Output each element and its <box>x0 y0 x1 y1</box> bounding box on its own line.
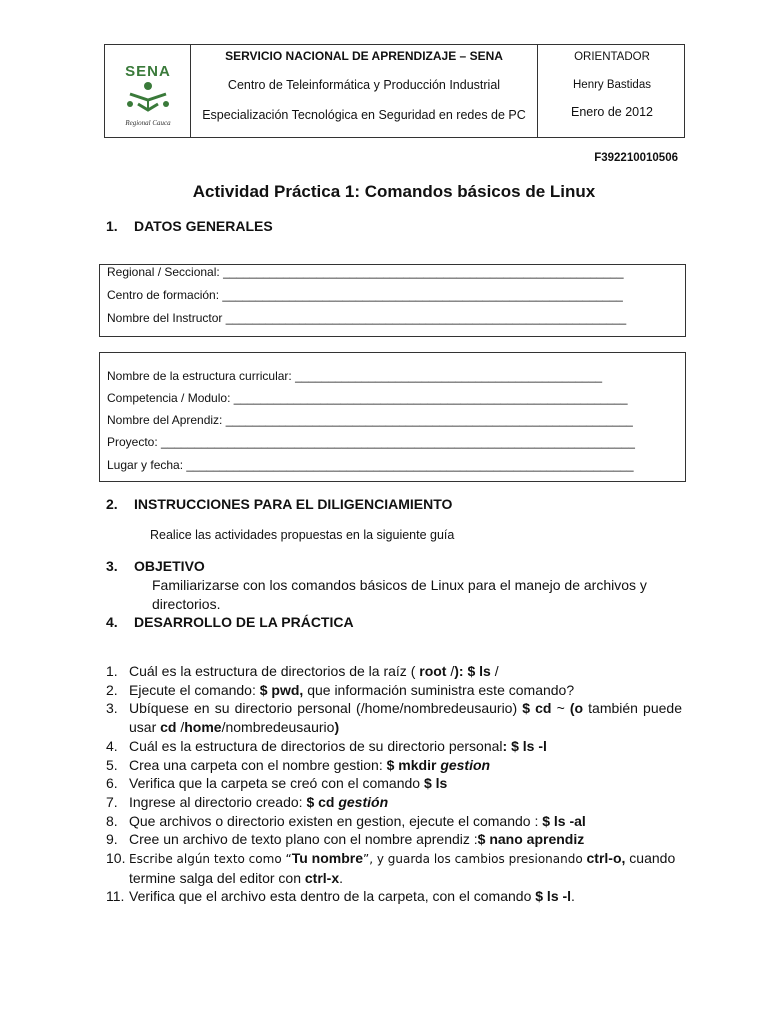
section-number: 3. <box>106 558 118 574</box>
logo-cell <box>105 45 191 137</box>
instructor-name: Henry Bastidas <box>573 79 651 91</box>
list-item: 10. Escribe algún texto como “Tu nombre”, y guarda los cambios presionando ctrl-o, cuando termine salga del editor con ctrl-x. <box>106 850 676 886</box>
step-number: 3. <box>106 700 118 717</box>
list-item: 11. Verifica que el archivo esta dentro de la carpeta, con el comando $ ls -l. <box>106 888 575 905</box>
objective-text-line-1: Familiarizarse con los comandos básicos de Linux para el manejo de archivos y <box>152 577 647 593</box>
step-number: 8. <box>106 812 118 829</box>
step-number: 10. <box>106 850 126 867</box>
form-line-lugar-fecha[interactable]: Lugar y fecha: ___________________________________________________________________ <box>107 458 634 472</box>
section-title: OBJETIVO <box>134 558 205 574</box>
list-item: 9. Cree un archivo de texto plano con el nombre aprendiz :$ nano aprendiz <box>106 831 585 848</box>
list-item: 7. Ingrese al directorio creado: $ cd gestión <box>106 793 389 810</box>
instructions-text: Realice las actividades propuestas en la siguiente guía <box>150 528 455 542</box>
form-line-competencia[interactable]: Competencia / Modulo: ___________________________________________________________ <box>107 391 628 405</box>
institution-name: SERVICIO NACIONAL DE APRENDIZAJE – SENA <box>225 49 503 63</box>
section-3-heading <box>106 558 205 574</box>
form-line-regional[interactable]: Regional / Seccional: ____________________________________________________________ <box>107 265 624 279</box>
step-number: 6. <box>106 775 118 792</box>
step-number: 4. <box>106 737 118 754</box>
form-line-instructor[interactable]: Nombre del Instructor ____________________________________________________________ <box>107 311 627 325</box>
form-line-proyecto[interactable]: Proyecto: _______________________________________________________________________ <box>107 435 635 449</box>
objective-text-line-2: directorios. <box>152 596 221 612</box>
list-item: 1. Cuál es la estructura de directorios de la raíz ( root /): $ ls / <box>106 663 499 679</box>
center-name: Centro de Teleinformática y Producción Industrial <box>227 78 501 92</box>
section-title: DESARROLLO DE LA PRÁCTICA <box>134 614 354 630</box>
logo-subtext: Regional Cauca <box>125 119 171 127</box>
section-1-heading <box>106 218 273 234</box>
form-line-centro[interactable]: Centro de formación: ____________________________________________________________ <box>107 288 623 302</box>
list-item: 8. Que archivos o directorio existen en gestion, ejecute el comando : $ ls -al <box>106 812 586 829</box>
step-number: 1. <box>106 663 118 679</box>
section-2-heading <box>106 496 452 512</box>
section-title: DATOS GENERALES <box>134 218 273 234</box>
list-item: 3. Ubíquese en su directorio personal (/home/nombredeusaurio) $ cd ~ (o también puede usar cd /home/nombredeusaurio) <box>106 700 682 736</box>
section-4-heading <box>106 614 354 630</box>
sena-logo <box>120 63 176 127</box>
sena-emblem-icon <box>120 80 176 114</box>
step-number: 5. <box>106 756 118 773</box>
step-number: 2. <box>106 681 118 698</box>
logo-text: SENA <box>125 63 171 80</box>
section-number: 4. <box>106 614 118 630</box>
document-code: F392210010506 <box>594 152 678 164</box>
form-line-estructura[interactable]: Nombre de la estructura curricular: ______________________________________________ <box>107 369 603 383</box>
section-number: 2. <box>106 496 118 512</box>
list-item: 6. Verifica que la carpeta se creó con el comando $ ls <box>106 775 448 792</box>
header-table <box>104 44 685 138</box>
list-item: 5. Crea una carpeta con el nombre gestion: $ mkdir gestion <box>106 756 491 773</box>
list-item: 4. Cuál es la estructura de directorios de su directorio personal: $ ls -l <box>106 737 547 754</box>
step-number: 7. <box>106 793 118 810</box>
step-number: 9. <box>106 831 118 848</box>
role-label: ORIENTADOR <box>574 51 650 63</box>
section-number: 1. <box>106 218 118 234</box>
step-number: 11. <box>106 888 125 905</box>
header-date: Enero de 2012 <box>570 105 653 119</box>
section-title: INSTRUCCIONES PARA EL DILIGENCIAMIENTO <box>134 496 453 512</box>
form-line-aprendiz[interactable]: Nombre del Aprendiz: _____________________________________________________________ <box>107 413 633 427</box>
steps-list <box>106 662 682 906</box>
page-title: Actividad Práctica 1: Comandos básicos de Linux <box>192 182 596 201</box>
program-name: Especialización Tecnológica en Seguridad en redes de PC <box>202 108 526 122</box>
list-item: 2. Ejecute el comando: $ pwd, que información suministra este comando? <box>106 681 575 698</box>
